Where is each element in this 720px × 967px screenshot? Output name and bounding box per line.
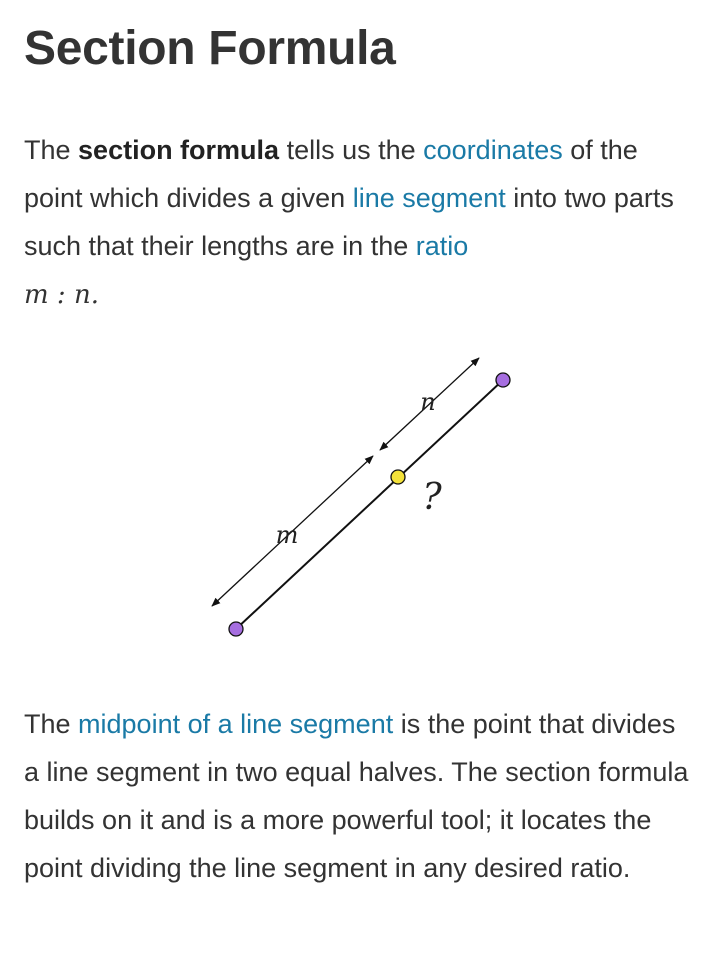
ratio-expression: m : n.: [24, 280, 99, 310]
endpoint-b: [496, 373, 510, 387]
ratio-link[interactable]: ratio: [415, 231, 469, 261]
intro-text: into two parts such that their lengths are in the: [24, 183, 674, 261]
line-segment: [236, 380, 503, 629]
midpoint-text: The: [24, 709, 79, 739]
coordinates-link[interactable]: coordinates: [423, 135, 563, 165]
intro-text: tells us the: [279, 135, 424, 165]
intro-paragraph: [24, 126, 696, 319]
page-title: Section Formula: [24, 22, 396, 75]
section-diagram: [0, 330, 720, 660]
division-point: [391, 470, 405, 484]
midpoint-paragraph: [24, 700, 696, 892]
midpoint-link[interactable]: midpoint of a line segment: [78, 709, 394, 739]
line-segment-link[interactable]: line segment: [352, 183, 506, 213]
intro-text: The: [24, 135, 79, 165]
midpoint-text: is the point that divides a line segment in two equal halves. The section formula builds on it and is a more powerful tool; it locates the point dividing the line segment in any desired ratio.: [24, 709, 689, 883]
section-formula-term: section formula: [78, 135, 280, 165]
m-label: m: [275, 521, 299, 549]
endpoint-a: [229, 622, 243, 636]
unknown-point-label: ?: [422, 477, 442, 518]
intro-text: of the point which divides a given: [24, 135, 638, 213]
n-label: n: [420, 388, 436, 416]
